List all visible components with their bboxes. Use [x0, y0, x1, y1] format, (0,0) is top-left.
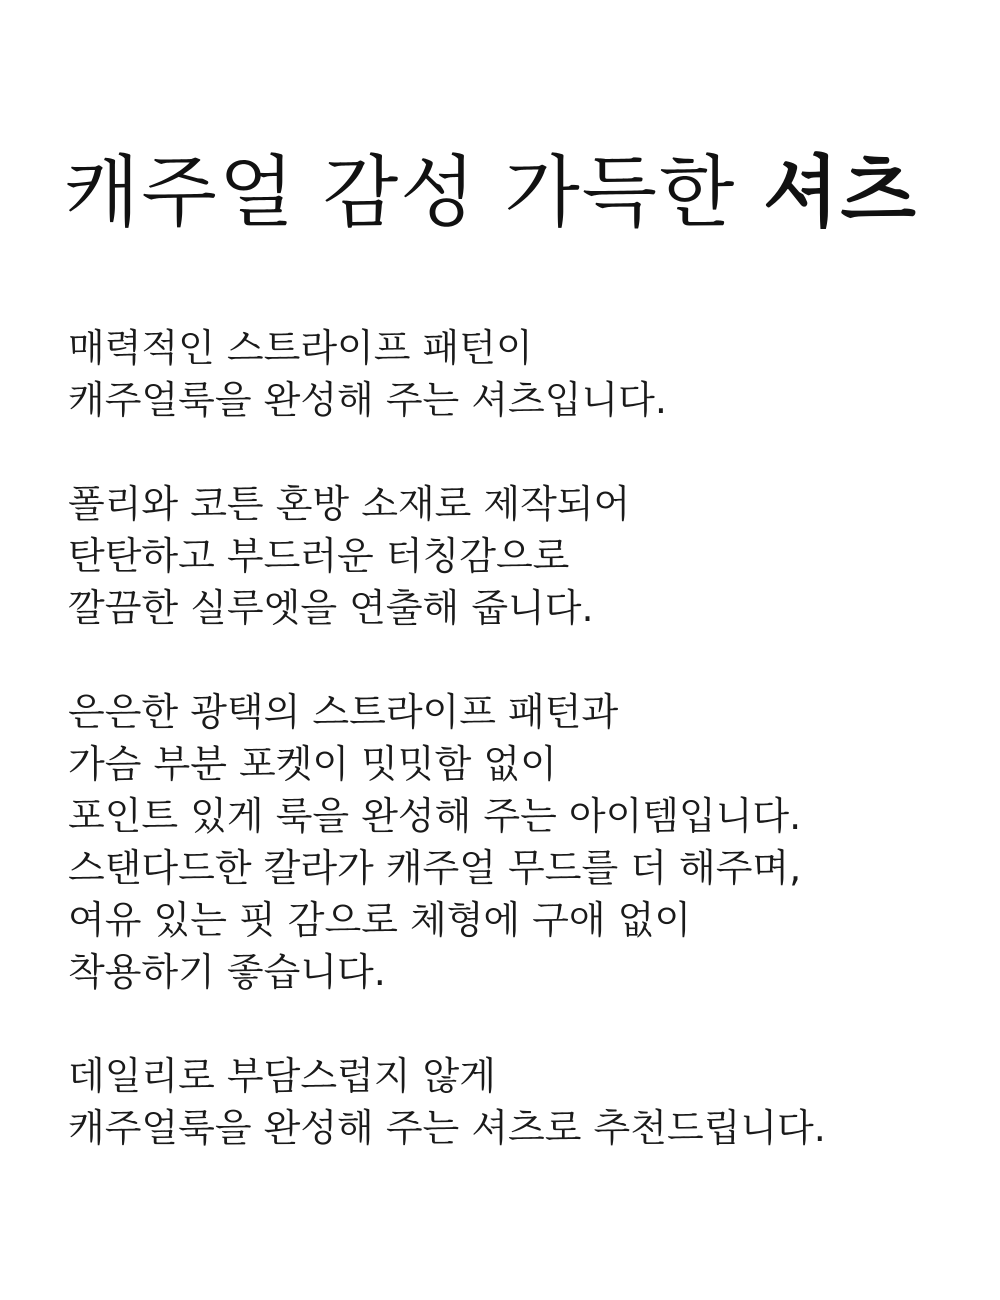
paragraph-line: 캐주얼룩을 완성해 주는 셔츠입니다.	[68, 378, 667, 422]
paragraph-line: 탄탄하고 부드러운 터칭감으로	[68, 534, 570, 578]
page-title	[64, 138, 964, 248]
paragraph-2	[68, 478, 968, 634]
paragraph-line: 가슴 부분 포켓이 밋밋함 없이	[68, 742, 557, 786]
paragraph-line: 깔끔한 실루엣을 연출해 줍니다.	[68, 586, 594, 630]
paragraph-line: 포인트 있게 룩을 완성해 주는 아이템입니다.	[68, 794, 802, 838]
paragraph-line: 스탠다드한 칼라가 캐주얼 무드를 더 해주며,	[68, 846, 802, 890]
paragraph-line: 캐주얼룩을 완성해 주는 셔츠로 추천드립니다.	[68, 1106, 826, 1150]
paragraph-3	[68, 686, 968, 998]
paragraph-line: 데일리로 부담스럽지 않게	[68, 1054, 496, 1098]
paragraph-line: 여유 있는 핏 감으로 체형에 구애 없이	[68, 898, 692, 942]
description-body	[68, 322, 968, 1154]
paragraph-1	[68, 322, 968, 426]
title-regular: 캐주얼 감성 가득한	[64, 148, 737, 238]
title-bold: 셔츠	[763, 147, 918, 238]
paragraph-line: 폴리와 코튼 혼방 소재로 제작되어	[68, 482, 631, 526]
paragraph-line: 매력적인 스트라이프 패턴이	[68, 326, 533, 370]
paragraph-line: 착용하기 좋습니다.	[68, 950, 386, 994]
paragraph-4	[68, 1050, 968, 1154]
paragraph-line: 은은한 광택의 스트라이프 패턴과	[68, 690, 619, 734]
